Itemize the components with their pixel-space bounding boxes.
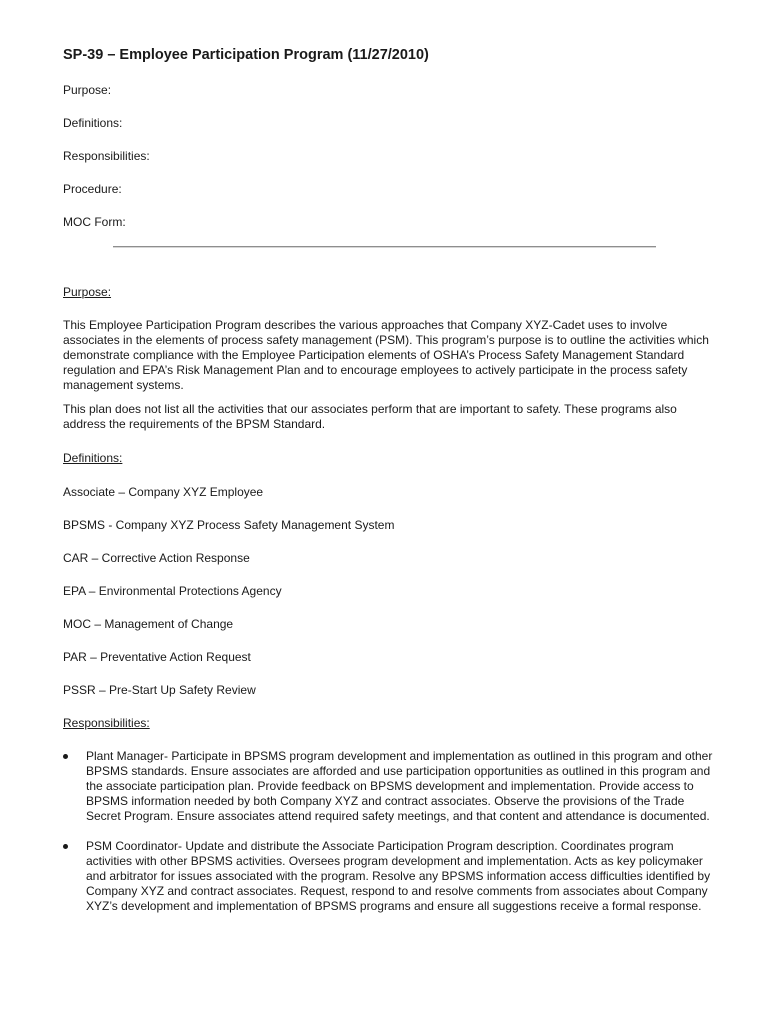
document-title: SP-39 – Employee Participation Program (11/27/2010) xyxy=(63,47,429,63)
definition-item: Associate – Company XYZ Employee xyxy=(63,485,264,499)
bullet-icon xyxy=(63,844,68,849)
definition-item: PAR – Preventative Action Request xyxy=(63,650,251,664)
responsibilities-heading: Responsibilities: xyxy=(63,716,150,730)
toc-item-procedure: Procedure: xyxy=(63,182,122,196)
toc-item-responsibilities: Responsibilities: xyxy=(63,149,150,163)
responsibilities-list xyxy=(63,749,715,914)
toc-item-moc-form: MOC Form: xyxy=(63,215,126,229)
toc-item-purpose: Purpose: xyxy=(63,83,112,97)
purpose-heading: Purpose: xyxy=(63,285,112,299)
purpose-section xyxy=(63,284,715,432)
definitions-section xyxy=(63,450,715,715)
responsibility-text: Plant Manager- Participate in BPSMS program development and implementation as outlined in this program and other BPSMS standards. Ensure associates are afforded and use participation opportunities as outlined in this program and the associate participation plan. Provide feedback on BPSMS development and implementation. Provide access to BPSMS information needed by both Company XYZ and contract associates. Observe the provisions of the Trade Secret Program. Ensure associates attend required safety meetings, and that content and attendance is documented. xyxy=(86,749,713,823)
horizontal-divider xyxy=(113,246,656,248)
toc-item-definitions: Definitions: xyxy=(63,116,123,130)
definition-item: MOC – Management of Change xyxy=(63,617,234,631)
definition-item: BPSMS - Company XYZ Process Safety Management System xyxy=(63,518,395,532)
responsibility-text: PSM Coordinator- Update and distribute the Associate Participation Program description. Coordinates program activities with other BPSMS activities. Oversees program development and implementation. Acts as key policymaker and arbitrator for issues associated with the program. Resolve any BPSMS information access difficulties identified by Company XYZ and contract associates. Request, respond to and resolve comments from associates about Company XYZ’s development and implementation of BPSMS programs and ensure all suggestions receive a formal response. xyxy=(86,839,711,913)
responsibilities-section xyxy=(63,715,715,914)
table-of-contents xyxy=(63,82,150,247)
definitions-heading: Definitions: xyxy=(63,451,123,465)
definition-item: PSSR – Pre-Start Up Safety Review xyxy=(63,683,256,697)
definition-item: EPA – Environmental Protections Agency xyxy=(63,584,282,598)
bullet-icon xyxy=(63,754,68,759)
purpose-paragraph: This Employee Participation Program describes the various approaches that Company XYZ-Cadet uses to involve associates in the elements of process safety management (PSM). This program’s purpose is to outline the activities which demonstrate compliance with the Employee Participation elements of OSHA’s Process Safety Management Standard regulation and EPA’s Risk Management Plan and to encourage employees to actively participate in the process safety management systems. xyxy=(63,318,709,392)
list-item xyxy=(63,839,715,914)
document-body xyxy=(63,284,715,929)
definition-item: CAR – Corrective Action Response xyxy=(63,551,250,565)
purpose-paragraph: This plan does not list all the activities that our associates perform that are important to safety. These programs also address the requirements of the BPSM Standard. xyxy=(63,402,677,431)
list-item xyxy=(63,749,715,824)
